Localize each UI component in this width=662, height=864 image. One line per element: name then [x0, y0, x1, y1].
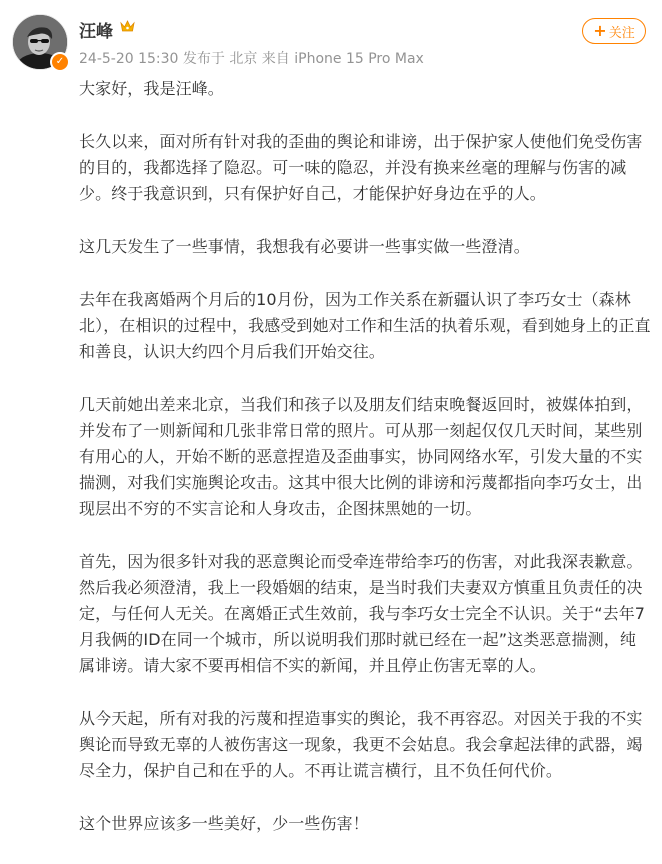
post-meta [79, 48, 424, 68]
post-paragraph: 大家好，我是汪峰。 [79, 79, 224, 98]
post-content [79, 76, 651, 864]
post-time[interactable]: 24-5-20 15:30 [79, 51, 179, 67]
post-paragraph: 首先，因为很多针对我的恶意舆论而受牵连带给李巧的伤害，对此我深表歉意。然后我必须澄清，我上一段婚姻的结束，是当时我们夫妻双方慎重且负责任的决定，与任何人无关。在离婚正式生效前，我与李巧女士完全不认识。关于“去年7月我俩的ID在同一个城市，所以说明我们那时就已经在一起”这类恶意揣测，纯属诽谤。请大家不要再相信不实的新闻，并且停止伤害无辜的人。 [79, 552, 646, 675]
plus-icon: + [593, 21, 607, 40]
post-paragraph: 从今天起，所有对我的污蔑和捏造事实的舆论，我不再容忍。对因关于我的不实舆论而导致无辜的人被伤害这一现象，我更不会姑息。我会拿起法律的武器，竭尽全力，保护自己和在乎的人。不再让谎言横行，且不负任何代价。 [79, 709, 643, 780]
post-paragraph: 这个世界应该多一些美好，少一些伤害！ [79, 814, 369, 833]
post-location: 发布于 北京 [182, 51, 258, 67]
username[interactable]: 汪峰 [79, 22, 113, 42]
follow-button[interactable] [582, 18, 646, 44]
crown-icon [120, 19, 135, 33]
post-paragraph: 几天前她出差来北京，当我们和孩子以及朋友们结束晚餐返回时，被媒体拍到，并发布了一则新闻和几张非常日常的照片。可从那一刻起仅仅几天时间，某些别有用心的人，开始不断的恶意捏造及歪曲事实，协同网络水军，引发大量的不实揣测，对我们实施舆论攻击。这其中很大比例的诽谤和污蔑都指向李巧女士，出现层出不穷的不实言论和人身攻击，企图抹黑她的一切。 [79, 395, 643, 518]
post-paragraph: 长久以来，面对所有针对我的歪曲的舆论和诽谤，出于保护家人使他们免受伤害的目的，我都选择了隐忍。可一味的隐忍，并没有换来丝毫的理解与伤害的减少。终于我意识到，只有保护好自己，才能保护好身边在乎的人。 [79, 132, 643, 203]
verified-badge-icon: ✓ [50, 52, 70, 72]
follow-button-label: 关注 [608, 25, 635, 41]
post-paragraph: 这几天发生了一些事情，我想我有必要讲一些事实做一些澄清。 [79, 237, 530, 256]
post-device: 来自 iPhone 15 Pro Max [261, 51, 424, 67]
post-paragraph: 去年在我离婚两个月后的10月份，因为工作关系在新疆认识了李巧女士（森林北），在相识的过程中，我感受到她对工作和生活的执着乐观，看到她身上的正直和善良，认识大约四个月后我们开始交往。 [79, 290, 651, 361]
